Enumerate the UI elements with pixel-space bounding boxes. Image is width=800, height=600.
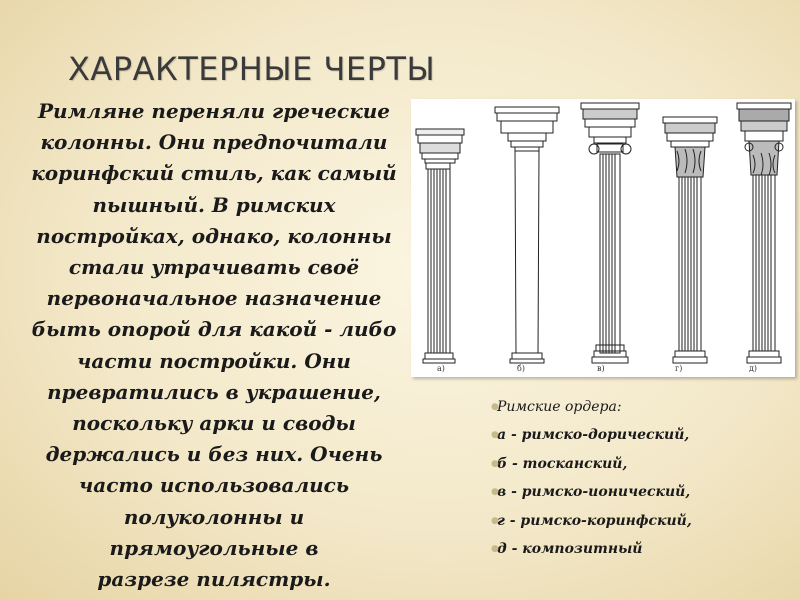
column-label: г) xyxy=(675,364,683,373)
body-line: первоначальное назначение xyxy=(46,286,382,311)
legend-item xyxy=(491,421,797,449)
body-line: превратились в украшение, xyxy=(47,379,381,404)
bullet-icon: ● xyxy=(491,430,499,441)
legend-title: Римские ордера: xyxy=(497,399,622,415)
legend-item-label: г - римско-коринфский, xyxy=(497,512,692,529)
body-paragraph xyxy=(28,96,400,595)
bullet-icon: ● xyxy=(491,543,499,554)
column-composite xyxy=(737,103,791,363)
legend-title-row xyxy=(491,393,797,421)
body-line: пышный. В римских xyxy=(92,192,336,217)
body-line: полуколонны и прямоугольные в xyxy=(109,504,319,560)
legend-item xyxy=(491,450,797,478)
body-line: поскольку арки и своды xyxy=(72,411,356,436)
legend-item xyxy=(491,535,797,563)
legend-item-label: б - тосканский, xyxy=(497,455,628,472)
column-label: в) xyxy=(597,364,605,373)
body-line: коринфский стиль, как самый xyxy=(31,161,397,186)
legend-item xyxy=(491,478,797,506)
column-ionic xyxy=(581,103,639,363)
legend-item-label: а - римско-дорический, xyxy=(497,427,690,444)
column-doric xyxy=(416,129,464,363)
body-line: стали утрачивать своё xyxy=(68,255,360,280)
legend-item-label: д - композитный xyxy=(497,540,643,557)
body-line: часто использовались xyxy=(78,473,350,498)
body-line: быть опорой для какой - либо xyxy=(31,317,397,342)
column-label: а) xyxy=(437,364,445,373)
body-line: колонны. Они предпочитали xyxy=(40,130,388,155)
body-line: части постройки. Они xyxy=(77,348,351,373)
body-line: Римляне переняли греческие xyxy=(38,99,390,123)
column-tuscan xyxy=(495,107,559,363)
bullet-icon: ● xyxy=(491,487,499,498)
bullet-icon: ● xyxy=(491,515,499,526)
bullet-icon: ● xyxy=(491,458,499,469)
column-label: б) xyxy=(517,364,525,373)
roman-orders-illustration xyxy=(411,99,795,377)
slide-title: ХАРАКТЕРНЫЕ ЧЕРТЫ xyxy=(68,50,436,88)
legend-item-label: в - римско-ионический, xyxy=(497,484,691,501)
orders-legend xyxy=(491,393,797,563)
body-line: разрезе пилястры. xyxy=(97,567,331,592)
bullet-icon: ● xyxy=(491,402,499,412)
body-line: держались и без них. Очень xyxy=(45,442,383,467)
column-label: д) xyxy=(749,364,758,373)
legend-item xyxy=(491,507,797,535)
columns-drawing xyxy=(411,99,795,377)
body-line: постройках, однако, колонны xyxy=(36,223,392,248)
column-corinthian xyxy=(663,117,717,363)
